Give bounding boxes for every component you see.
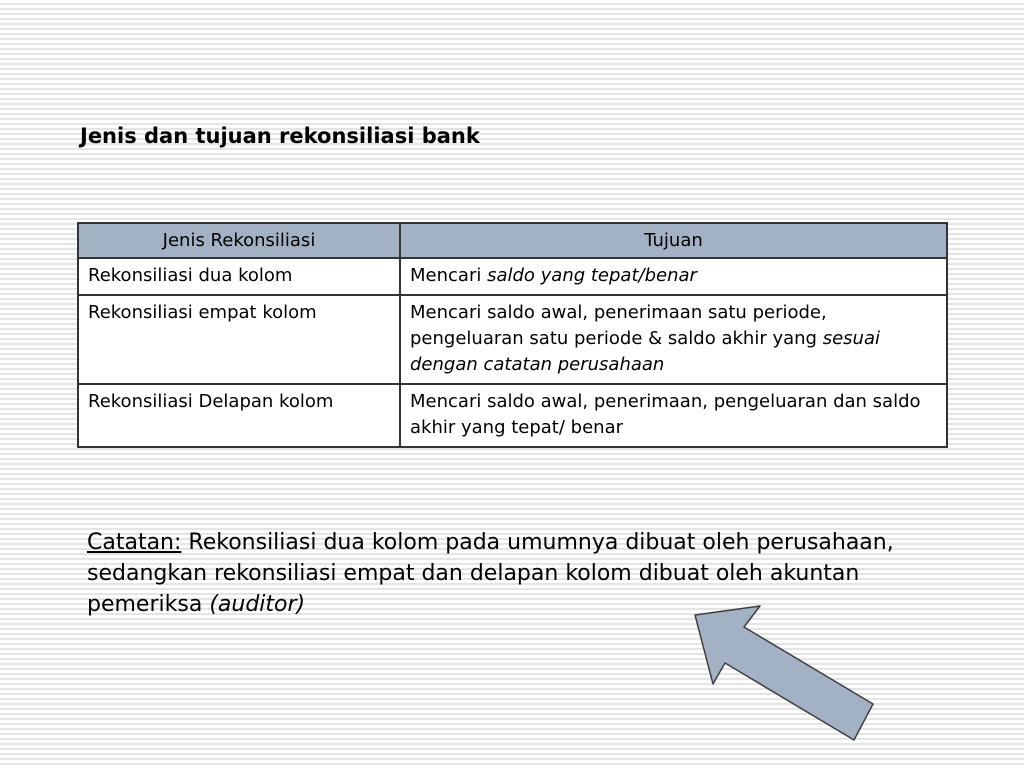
- cell-tujuan: [400, 258, 947, 295]
- arrow-up-left-icon: [690, 600, 890, 745]
- tujuan-text: Mencari saldo awal, penerimaan, pengeluaran dan saldo akhir yang tepat/ benar: [410, 391, 921, 438]
- cell-jenis: Rekonsiliasi Delapan kolom: [78, 384, 400, 447]
- tujuan-text: Mencari saldo awal, penerimaan satu periode, pengeluaran satu periode & saldo akhir yang: [410, 302, 827, 349]
- table-row: [78, 295, 947, 384]
- cell-jenis: Rekonsiliasi empat kolom: [78, 295, 400, 384]
- header-jenis: Jenis Rekonsiliasi: [78, 223, 400, 258]
- slide-title: Jenis dan tujuan rekonsiliasi bank: [80, 124, 480, 148]
- tujuan-italic: sesuai dengan catatan perusahaan: [410, 328, 880, 375]
- cell-tujuan: [400, 295, 947, 384]
- table-row: [78, 258, 947, 295]
- note-label: Catatan:: [87, 530, 182, 555]
- reconciliation-table: [77, 222, 948, 448]
- table-header-row: [78, 223, 947, 258]
- header-tujuan: Tujuan: [400, 223, 947, 258]
- table-row: [78, 384, 947, 447]
- arrow-shape: [695, 606, 873, 740]
- tujuan-text: Mencari: [410, 265, 488, 286]
- tujuan-italic: saldo yang tepat/benar: [487, 265, 697, 286]
- cell-tujuan: [400, 384, 947, 447]
- note-italic: (auditor): [209, 592, 306, 617]
- cell-jenis: Rekonsiliasi dua kolom: [78, 258, 400, 295]
- note-text: Rekonsiliasi dua kolom pada umumnya dibuat oleh perusahaan, sedangkan rekonsiliasi empat dan delapan kolom dibuat oleh akuntan pemeriksa: [87, 530, 894, 617]
